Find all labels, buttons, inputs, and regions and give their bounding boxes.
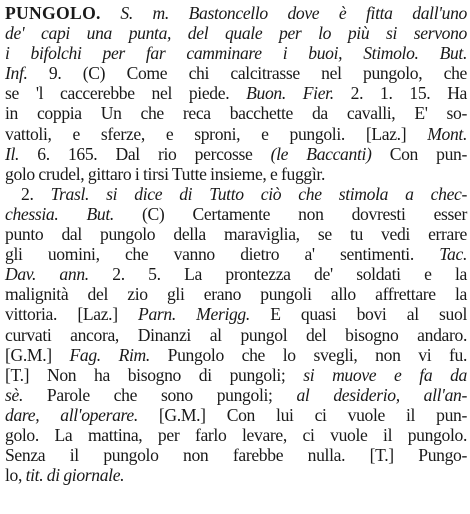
entry-line — [5, 23, 467, 43]
text-run: [T.] Non ha bisogno di pungoli; — [5, 364, 304, 385]
italic-run: dare, all'operare. — [5, 404, 138, 425]
text-run: [G.M.] Con lui ci vuole il pun- — [137, 404, 467, 425]
italic-run: S. m. Bastoncello dove è fitta dall'uno — [120, 3, 467, 23]
entry-line — [5, 244, 467, 264]
entry-line — [5, 345, 467, 365]
entry-line — [5, 103, 467, 123]
italic-run: (le Baccanti) — [270, 143, 372, 164]
entry-line — [5, 465, 467, 485]
italic-run: de' capi una punta, del quale per lo più si servono — [5, 23, 467, 44]
text-run: in coppia Un che reca bacchette da cavalli, E' so- — [5, 103, 467, 124]
entry-line — [5, 224, 467, 244]
text-run — [101, 3, 121, 23]
italic-run: Inf. — [5, 63, 28, 84]
text-run: punto dal pungolo della maraviglia, se tu vedi errare — [5, 224, 467, 245]
entry-line — [5, 63, 467, 83]
italic-run: Mont. — [427, 123, 467, 144]
text-run: 2. 1. 15. Ha — [333, 83, 468, 104]
italic-run: sè. — [5, 384, 24, 405]
entry-line — [5, 304, 467, 324]
text-run: lo, — [5, 465, 26, 486]
text-run: Con pun- — [371, 143, 468, 164]
italic-run: Fag. Rim. — [69, 344, 150, 365]
text-run: 9. (C) Come chi calcitrasse nel pungolo, che — [27, 63, 467, 84]
text-run: malignità del zio gli erano pungoli allo affrettare la — [5, 284, 467, 305]
entry-line — [5, 3, 467, 23]
headword: PUNGOLO. — [5, 3, 101, 23]
entry-line — [5, 184, 467, 204]
entry-line — [5, 43, 467, 63]
entry-line — [5, 164, 467, 184]
italic-run: Buon. Fier. — [246, 83, 334, 104]
entry-line — [5, 83, 467, 103]
italic-run: Il. — [5, 143, 20, 164]
italic-run: Tac. — [439, 244, 467, 265]
italic-run: al desiderio, all'an- — [296, 384, 467, 405]
text-run: (C) Certamente non dovresti esser — [113, 203, 467, 224]
italic-run: Trasl. si dice di Tutto ciò che stimola a chec- — [50, 183, 468, 204]
entry-line — [5, 385, 467, 405]
entry-line — [5, 325, 467, 345]
text-run: 2. — [21, 183, 51, 204]
italic-run: si muove e fa da — [303, 364, 467, 385]
text-run: curvati ancora, Dinanzi al pungol del bisogno andaro. — [5, 324, 467, 345]
entry-line — [5, 264, 467, 284]
text-run: vattoli, e sferze, e sproni, e pungoli. [Laz.] — [5, 123, 428, 144]
text-run: golo. La mattina, per farlo levare, ci vuole il pungolo. — [5, 424, 467, 445]
entry-line — [5, 365, 467, 385]
text-run: Pungolo che lo svegli, non vi fu. — [149, 344, 467, 365]
text-run: se 'l caccerebbe nel piede. — [5, 83, 247, 104]
text-run: golo crudel, gittaro i tirsi Tutte insieme, e fuggìr. — [5, 163, 326, 184]
text-run: [G.M.] — [5, 344, 70, 365]
entry-line — [5, 445, 467, 465]
entry-line — [5, 144, 467, 164]
italic-run: i bifolchi per far camminare i buoi, Stimolo. But. — [5, 43, 467, 64]
text-run: 2. 5. La prontezza de' soldati e la — [88, 264, 467, 285]
entry-line — [5, 284, 467, 304]
text-run: E quasi bovi al suol — [249, 304, 467, 325]
italic-run: tit. di giornale. — [25, 465, 125, 486]
text-run: 6. 165. Dal rio percosse — [19, 143, 271, 164]
text-run: Parole che sono pungoli; — [23, 384, 297, 405]
entry-line — [5, 204, 467, 224]
entry-line — [5, 405, 467, 425]
dictionary-entry — [5, 3, 467, 511]
entry-line — [5, 124, 467, 144]
text-run: gli uomini, che vanno dietro a' sentimenti. — [5, 244, 440, 265]
italic-run: chessia. But. — [5, 203, 114, 224]
text-run: vittoria. [Laz.] — [5, 304, 139, 325]
italic-run: Dav. ann. — [5, 264, 89, 285]
entry-line — [5, 425, 467, 445]
italic-run: Parn. Merigg. — [138, 304, 250, 325]
text-run: Senza il pungolo non farebbe nulla. [T.] Pungo- — [5, 445, 467, 466]
